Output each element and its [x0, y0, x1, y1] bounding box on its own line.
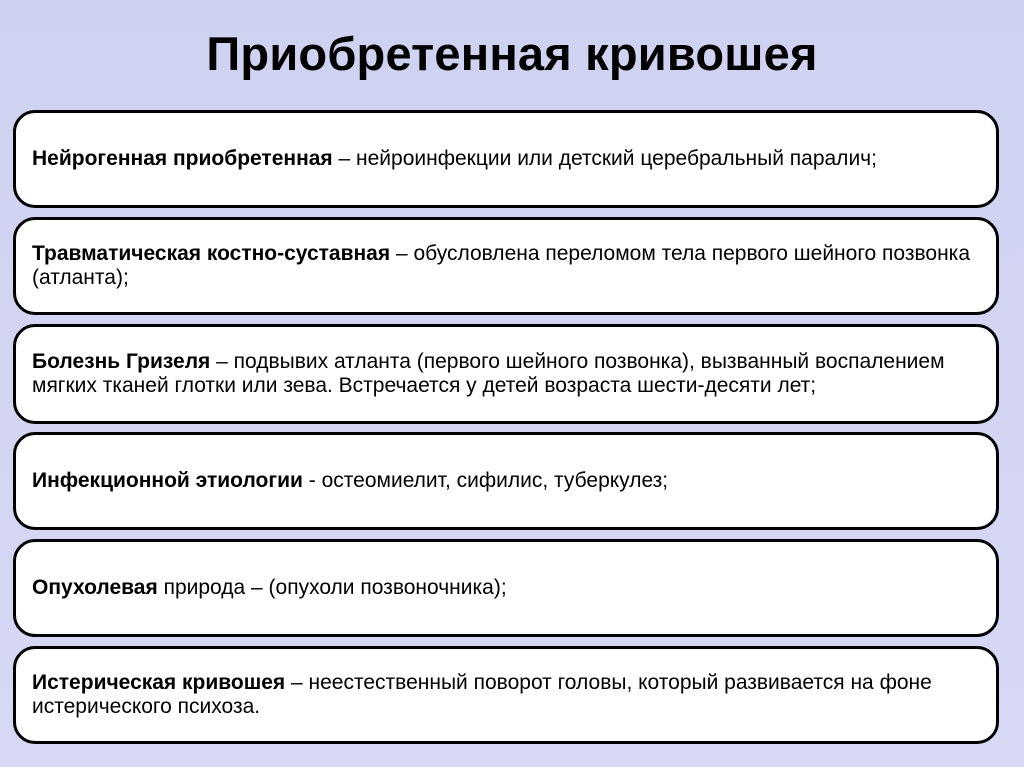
- item-text: [32, 350, 972, 398]
- item-term: Инфекционной этиологии: [32, 469, 303, 492]
- item-term: Опухолевая: [32, 576, 158, 599]
- item-description: - остеомиелит, сифилис, туберкулез;: [302, 469, 669, 492]
- item-text: [32, 242, 972, 290]
- item-text: [32, 576, 972, 600]
- item-term: Нейрогенная приобретенная: [32, 147, 333, 170]
- item-box-grisel: [13, 324, 999, 424]
- item-description: – неестественный поворот головы, который развивается на фоне истерического психоза.: [32, 671, 932, 718]
- item-text: [32, 147, 972, 171]
- item-term: Истерическая кривошея: [32, 671, 286, 694]
- item-description: – подвывих атланта (первого шейного позвонка), вызванный воспалением мягких тканей глотки или зева. Встречается у детей возраста шести-десяти лет;: [32, 350, 945, 397]
- item-description: – нейроинфекции или детский церебральный паралич;: [332, 147, 877, 170]
- item-box-infectious: [13, 432, 999, 530]
- item-text: [32, 671, 972, 719]
- item-box-tumor: [13, 539, 999, 637]
- slide-title: Приобретенная кривошея: [206, 27, 818, 80]
- item-term: Травматическая костно-суставная: [32, 242, 391, 265]
- item-description: – обусловлена переломом тела первого шейного позвонка (атланта);: [32, 242, 971, 289]
- item-box-neurogenic: [13, 110, 999, 208]
- item-text: [32, 469, 972, 493]
- item-term: Болезнь Гризеля: [32, 350, 211, 373]
- item-box-traumatic: [13, 217, 999, 315]
- item-description: природа – (опухоли позвоночника);: [157, 576, 507, 599]
- item-box-hysterical: [13, 646, 999, 744]
